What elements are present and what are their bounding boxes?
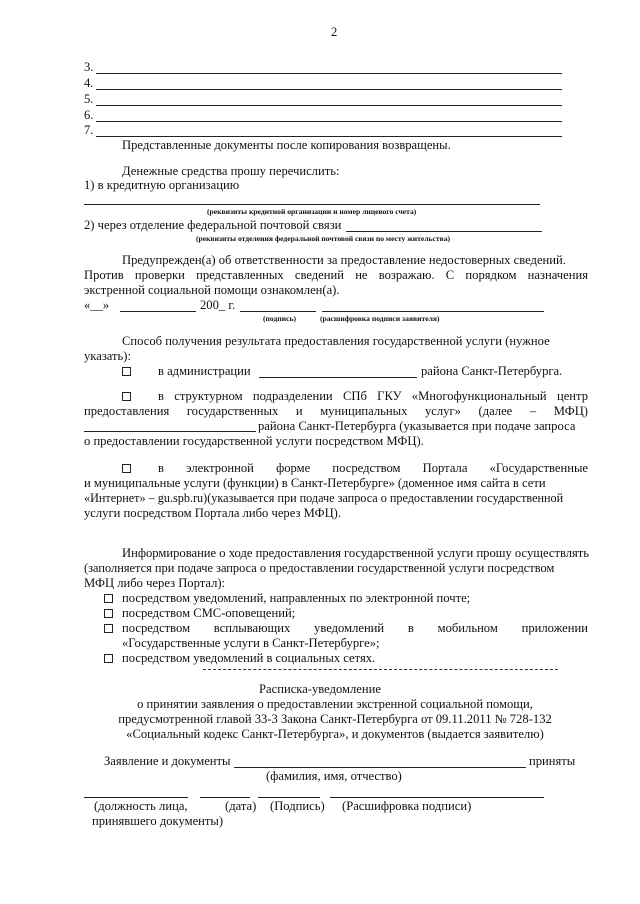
list-item-number: 7.	[84, 123, 94, 137]
warning-line-2	[84, 268, 588, 283]
blank-line[interactable]	[96, 121, 562, 122]
money-intro: Денежные средства прошу перечислить:	[122, 164, 340, 178]
receipt-line-1: о принятии заявления о предоставлении экстренной социальной помощи,	[137, 697, 533, 711]
checkbox-mobile-app[interactable]	[104, 624, 113, 633]
option-mfc-line-4: о предоставлении государственной услуги посредством МФЦ).	[84, 434, 424, 448]
blank-line[interactable]	[96, 105, 562, 106]
district-line[interactable]	[259, 377, 417, 378]
bank-details-caption: (реквизиты кредитной организации и номер лицевого счета)	[207, 207, 417, 216]
position-caption: (должность лица,	[94, 799, 188, 813]
date-day: «__»	[84, 298, 110, 312]
page-number: 2	[331, 25, 338, 39]
option-portal-line-2: и муниципальные услуги (функции) в Санкт-Петербурге» (доменное имя сайта в сети	[84, 476, 546, 490]
checkbox-email[interactable]	[104, 594, 113, 603]
money-option-bank: 1) в кредитную организацию	[84, 178, 240, 192]
date-caption: (дата)	[225, 799, 257, 813]
receipt-line-3: «Социальный кодекс Санкт-Петербурга», и документов (выдается заявителю)	[126, 727, 544, 741]
bank-details-line[interactable]	[84, 204, 540, 205]
post-details-line[interactable]	[346, 231, 542, 232]
blank-line[interactable]	[96, 73, 562, 74]
warning-line-3: экстренной социальной помощи ознакомлен(а).	[84, 283, 340, 297]
option-mfc-line-1-text: в структурном подразделении СПб ГКУ «Многофункциональный центр	[158, 389, 588, 403]
option-mfc-line-1	[158, 389, 588, 404]
option-portal-line-1-text: в электронной форме посредством Портала «Государственные	[158, 461, 588, 475]
docs-returned-text: Представленные документы после копирования возвращены.	[122, 138, 451, 152]
date-month-line[interactable]	[120, 311, 196, 312]
option-portal-line-3: «Интернет» – gu.spb.ru)(указывается при подаче запроса о предоставлении государственной	[84, 491, 564, 505]
list-item-number: 6.	[84, 108, 94, 122]
cut-line	[203, 669, 558, 670]
option-mfc-line-2-text: предоставления государственных и муниципальных услуг» (далее – МФЦ)	[84, 404, 588, 418]
option-mfc-line-2	[84, 404, 588, 419]
inform-intro-1: Информирование о ходе предоставления государственной услуги прошу осуществлять	[122, 546, 590, 560]
checkbox-social[interactable]	[104, 654, 113, 663]
option-portal-line-4: услуги посредством Портала либо через МФЦ).	[84, 506, 342, 520]
inform-sms-label: посредством СМС-оповещений;	[122, 606, 296, 620]
warning-line-1: Предупрежден(а) об ответственности за предоставление недостоверных сведений.	[122, 253, 566, 267]
option-portal-line-1	[158, 461, 588, 476]
warning-line-2-text: Против проверки представленных сведений не возражаю. С порядком назначения	[84, 268, 588, 282]
applicant-name-line[interactable]	[234, 767, 526, 768]
checkbox-mfc[interactable]	[122, 392, 131, 401]
list-item-number: 5.	[84, 92, 94, 106]
decode-caption: (Расшифровка подписи)	[342, 799, 472, 813]
inform-email-label: посредством уведомлений, направленных по электронной почте;	[122, 591, 471, 605]
signature-decode-caption: (расшифровка подписи заявителя)	[320, 314, 440, 323]
list-item-number: 4.	[84, 76, 94, 90]
method-intro-2: указать):	[84, 349, 131, 363]
checkbox-administration[interactable]	[122, 367, 131, 376]
inform-intro-2: (заполняется при подаче запроса о предоставлении государственной услуги посредством	[84, 561, 555, 575]
option-administration-suffix: района Санкт-Петербурга.	[421, 364, 563, 378]
receipt-title: Расписка-уведомление	[259, 682, 381, 696]
decode-line[interactable]	[330, 797, 544, 798]
inform-app-line-2: «Государственные услуги в Санкт-Петербурге»;	[122, 636, 380, 650]
blank-line[interactable]	[96, 89, 562, 90]
signature-line[interactable]	[240, 311, 316, 312]
post-details-caption: (реквизиты отделения федеральной почтовой связи по месту жительства)	[196, 234, 451, 243]
option-mfc-line-3: района Санкт-Петербурга (указывается при подаче запроса	[258, 419, 576, 433]
position-line[interactable]	[84, 797, 188, 798]
checkbox-sms[interactable]	[104, 609, 113, 618]
method-intro-1: Способ получения результата предоставления государственной услуги (нужное	[122, 334, 550, 348]
mfc-district-line[interactable]	[84, 431, 256, 432]
signature-caption: (подпись)	[263, 314, 296, 323]
list-item-number: 3.	[84, 60, 94, 74]
accepted-suffix: приняты	[529, 754, 576, 768]
date-year: 200_ г.	[200, 298, 236, 312]
money-option-post: 2) через отделение федеральной почтовой связи	[84, 218, 342, 232]
inform-social-label: посредством уведомлений в социальных сетях.	[122, 651, 376, 665]
signature-caption-2: (Подпись)	[270, 799, 325, 813]
checkbox-portal[interactable]	[122, 464, 131, 473]
signature-decode-line[interactable]	[322, 311, 544, 312]
date-line[interactable]	[200, 797, 250, 798]
option-administration-label: в администрации	[158, 364, 251, 378]
fio-caption: (фамилия, имя, отчество)	[266, 769, 402, 783]
sign-line[interactable]	[258, 797, 320, 798]
inform-intro-3: МФЦ либо через Портал):	[84, 576, 226, 590]
inform-app-line-1	[122, 621, 588, 636]
inform-app-line-1-text: посредством всплывающих уведомлений в мобильном приложении	[122, 621, 588, 635]
accepted-label: Заявление и документы	[104, 754, 231, 768]
blank-line[interactable]	[96, 136, 562, 137]
receipt-line-2: предусмотренной главой 33-3 Закона Санкт-Петербурга от 09.11.2011 № 728-132	[118, 712, 552, 726]
position-caption-2: принявшего документы)	[92, 814, 224, 828]
